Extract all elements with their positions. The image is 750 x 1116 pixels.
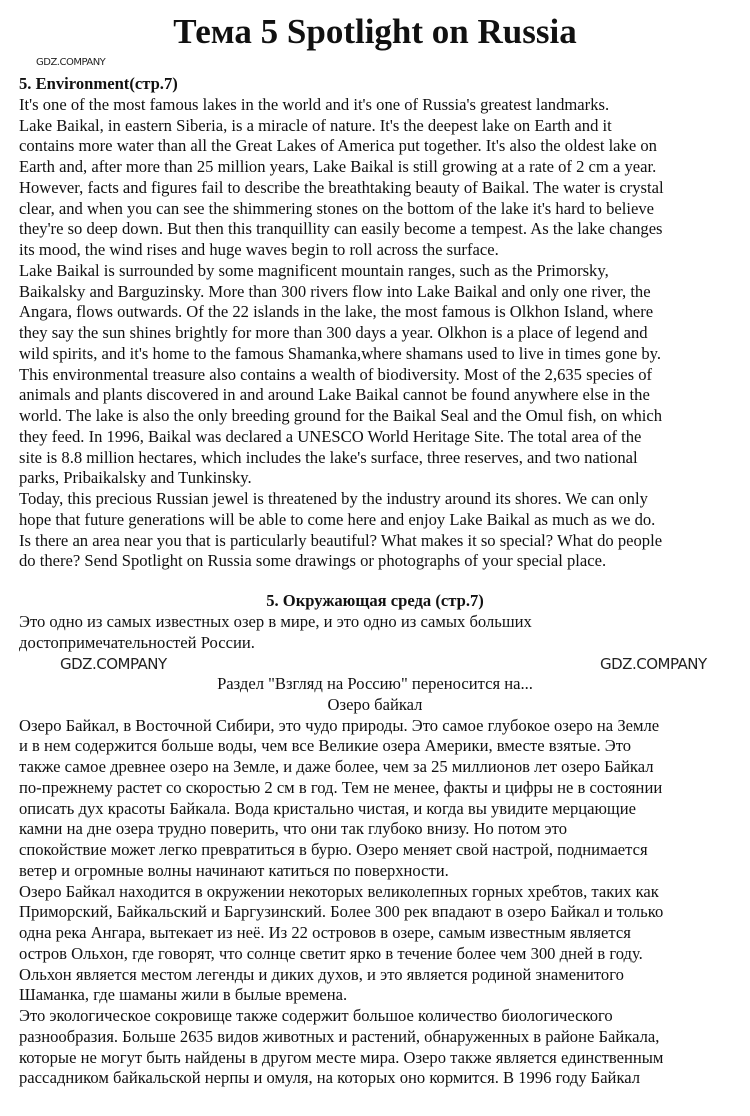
text-line: clear, and when you can see the shimmering stones on the bottom of the lake it's hard to believe	[19, 198, 655, 218]
text-line: описать дух красоты Байкала. Вода кристально чистая, и когда вы увидите мерцающие	[19, 798, 636, 818]
text-line: It's one of the most famous lakes in the world and it's one of Russia's greatest landmarks.	[19, 94, 610, 114]
text-line: камни на дне озера трудно поверить, что они так глубоко внизу. Но потом это	[19, 819, 567, 839]
text-line: hope that future generations will be able to come here and enjoy Lake Baikal as much as we do.	[19, 509, 656, 529]
text-line: ветер и огромные волны начинают катиться по поверхности.	[19, 860, 449, 880]
text-line: do there? Send Spotlight on Russia some drawings or photographs of your special place.	[19, 551, 607, 571]
text-line: достопримечательностей России.	[19, 632, 255, 652]
text-line: world. The lake is also the only breeding ground for the Baikal Seal and the Omul fish, on which	[19, 406, 663, 425]
text-line: animals and plants discovered in and around Lake Baikal cannot be found anywhere else in the	[19, 385, 650, 405]
text-line: Lake Baikal, in eastern Siberia, is a miracle of nature. It's the deepest lake on Earth and it	[19, 115, 612, 135]
text-line: рассадником байкальской нерпы и омуля, на которых оно кормится. В 1996 году Байкал	[19, 1068, 641, 1088]
text-line: Today, this precious Russian jewel is threatened by the industry around its shores. We can only	[19, 489, 648, 508]
text-line: its mood, the wind rises and huge waves begin to roll across the surface.	[19, 240, 499, 259]
text-line: Озеро Байкал находится в окружении некоторых великолепных горных хребтов, таких как	[19, 881, 659, 901]
watermark: GDZ.COMPANY	[600, 655, 707, 673]
text-line: Lake Baikal is surrounded by some magnificent mountain ranges, such as the Primorsky,	[19, 260, 609, 280]
text-line: Это экологическое сокровище также содержит большое количество биологического	[19, 1006, 613, 1025]
text-line: и в нем содержится больше воды, чем все Великие озера Америки, вместе взятые. Это	[19, 736, 632, 756]
text-line: Озеро Байкал, в Восточной Сибири, это чудо природы. Это самое глубокое озеро на Земле	[19, 715, 660, 735]
text-line: одна река Ангара, вытекает из неё. Из 22 островов в озере, самым известным является	[19, 923, 631, 942]
text-line: Это одно из самых известных озер в мире, и это одно из самых больших	[19, 611, 532, 631]
text-line: спокойствие может легко превратиться в бурю. Озеро меняет свой настрой, поднимается	[19, 840, 648, 859]
text-line: they're so deep down. But then this tranquillity can easily become a tempest. As the lake changes	[19, 219, 663, 239]
text-line: Раздел "Взгляд на Россию" переносится на...	[217, 674, 533, 693]
text-line: Ольхон является местом легенды и диких духов, и это является родиной знаменитого	[19, 964, 624, 984]
text-line: остров Ольхон, где говорят, что солнце светит ярко в течение более чем 300 дней в году.	[19, 943, 643, 963]
page-title: Тема 5 Spotlight on Russia	[173, 12, 577, 51]
text-line: However, facts and figures fail to describe the breathtaking beauty of Baikal. The water is crystal	[19, 177, 664, 197]
text-line: которые не могут быть найдены в другом месте мира. Озеро также является единственным	[19, 1047, 664, 1067]
text-line: contains more water than all the Great Lakes of America put together. It's also the oldest lake on	[19, 136, 657, 156]
text-line: parks, Pribaikalsky and Tunkinsky.	[19, 468, 252, 488]
text-line: Earth and, after more than 25 million years, Lake Baikal is still growing at a rate of 2 cm a year.	[19, 157, 657, 176]
text-line: Angara, flows outwards. Of the 22 islands in the lake, the most famous is Olkhon Island, where	[19, 302, 654, 322]
english-text	[19, 74, 731, 572]
section-heading: 5. Окружающая среда (стр.7)	[266, 591, 484, 610]
text-line: This environmental treasure also contains a wealth of biodiversity. Most of the 2,635 species of	[19, 364, 653, 384]
text-line: Шаманка, где шаманы жили в былые времена.	[19, 985, 348, 1005]
text-line: Baikalsky and Barguzinsky. More than 300 rivers flow into Lake Baikal and only one river, the	[19, 281, 651, 301]
text-line: также самое древнее озеро на Земле, и даже более, чем за 25 миллионов лет озеро Байкал	[19, 757, 654, 776]
text-line: wild spirits, and it's home to the famous Shamanka,where shamans used to live in times gone by.	[19, 343, 662, 363]
text-line: site is 8.8 million hectares, which includes the lake's surface, three reserves, and two national	[19, 447, 638, 467]
text-line: по-прежнему растет со скоростью 2 см в год. Тем не менее, факты и цифры не в состоянии	[19, 777, 663, 797]
text-line: they say the sun shines brightly for more than 300 days a year. Olkhon is a place of legend and	[19, 323, 648, 342]
text-line: разнообразия. Больше 2635 видов животных и растений, обнаруженных в районе Байкала,	[19, 1026, 660, 1046]
watermark: GDZ.COMPANY	[36, 57, 106, 68]
text-line: they feed. In 1996, Baikal was declared a UNESCO World Heritage Site. The total area of the	[19, 426, 642, 446]
watermark: GDZ.COMPANY	[60, 655, 167, 673]
text-line: Is there an area near you that is particularly beautiful? What makes it so special? What do people	[19, 530, 663, 550]
text-line: Приморский, Байкальский и Баргузинский. Более 300 рек впадают в озеро Байкал и только	[19, 902, 664, 922]
text-line: Озеро байкал	[327, 694, 423, 714]
section-heading: 5. Environment(стр.7)	[19, 74, 178, 93]
